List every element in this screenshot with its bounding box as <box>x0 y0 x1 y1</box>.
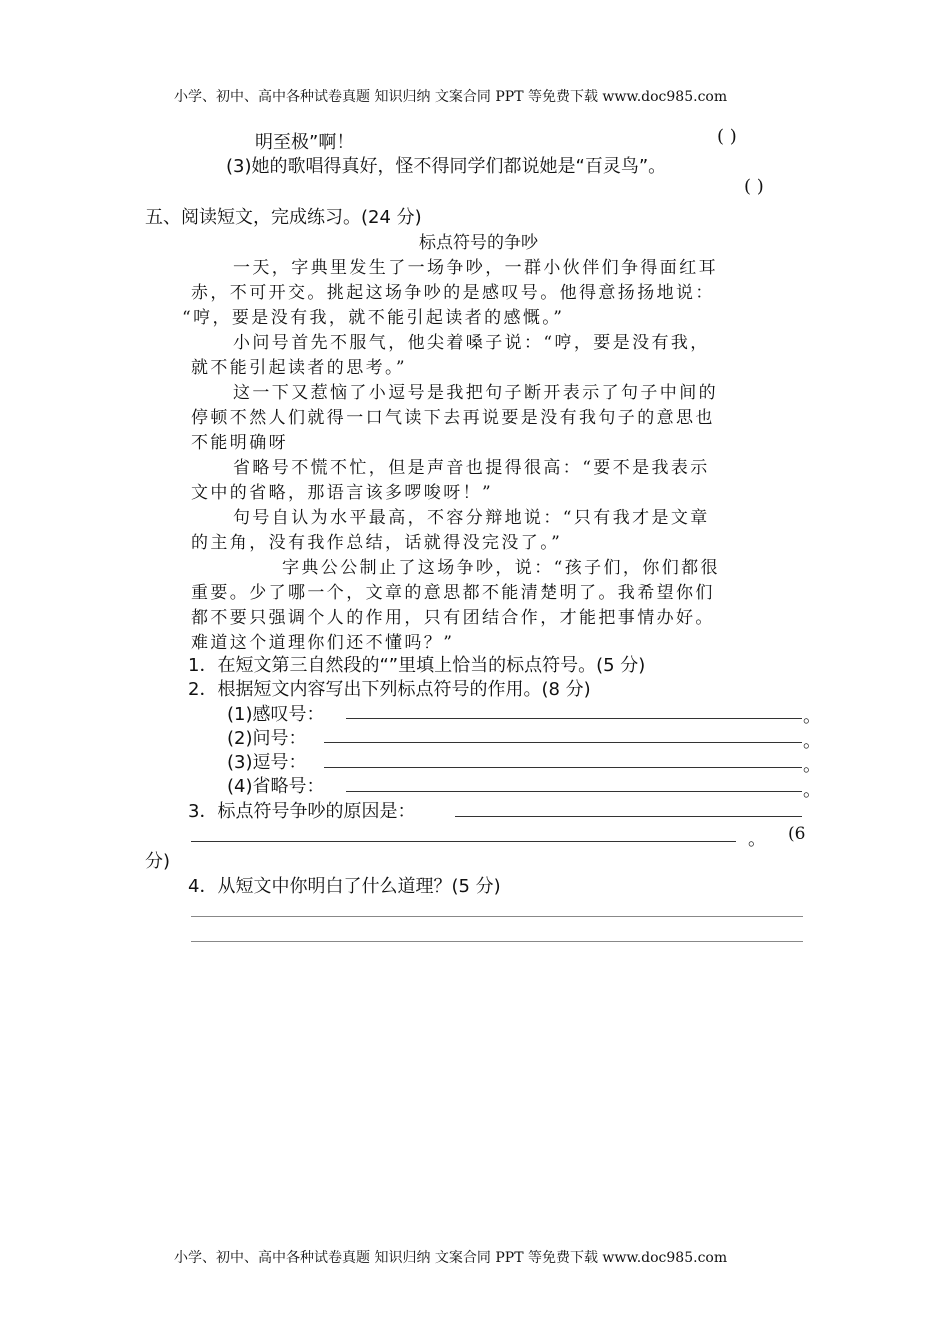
passage-line: 句号自认为水平最高，不容分辩地说：“只有我才是文章 <box>233 508 710 528</box>
period-mark: 。 <box>748 829 766 850</box>
passage-line: 小问号首先不服气，他尖着嗓子说：“哼，要是没有我， <box>233 333 710 353</box>
prev-item-3: (3)她的歌唱得真好，怪不得同学们都说她是“百灵鸟”。 <box>226 156 667 177</box>
passage-line: 不能明确呀 <box>191 433 288 453</box>
passage-line: 文中的省略，那语言该多啰唆呀！” <box>191 483 494 503</box>
passage-line: 的主角，没有我作总结，话就得没完没了。” <box>191 533 563 553</box>
answer-line-ellipsis[interactable] <box>346 791 802 792</box>
period-mark: 。 <box>803 780 821 801</box>
q3-score-cont: 分) <box>145 851 171 872</box>
answer-paren-2: ( ) <box>717 126 737 147</box>
q3-score: (6 <box>788 824 806 844</box>
answer-line-exclamation[interactable] <box>346 718 802 719</box>
answer-paren-3: ( ) <box>744 176 764 197</box>
prev-line: 明至极”啊！ <box>255 132 355 153</box>
question-1: 1．在短文第三自然段的“”里填上恰当的标点符号。(5 分) <box>188 655 646 676</box>
q2-label-question: (2)问号： <box>227 728 307 749</box>
passage-line: 省略号不慌不忙，但是声音也提得很高：“要不是我表示 <box>233 458 710 478</box>
page-header: 小学、初中、高中各种试卷真题 知识归纳 文案合同 PPT 等免费下载 www.doc985.com <box>174 89 728 105</box>
passage-line: 赤，不可开交。挑起这场争吵的是感叹号。他得意扬扬地说： <box>191 283 715 303</box>
period-mark: 。 <box>803 731 821 752</box>
passage-title: 标点符号的争吵 <box>419 233 538 253</box>
question-4: 4．从短文中你明白了什么道理？(5 分) <box>188 876 501 897</box>
question-3: 3．标点符号争吵的原因是： <box>188 801 416 822</box>
section-heading: 五、阅读短文，完成练习。(24 分) <box>145 207 422 228</box>
passage-line: 重要。少了哪一个，文章的意思都不能清楚明了。我希望你们 <box>191 583 715 603</box>
passage-line: 一天，字典里发生了一场争吵，一群小伙伴们争得面红耳 <box>233 258 718 278</box>
q2-label-ellipsis: (4)省略号： <box>227 776 325 797</box>
passage-line: 停顿不然人们就得一口气读下去再说要是没有我句子的意思也 <box>191 408 715 428</box>
answer-line-q4-a[interactable] <box>191 916 803 917</box>
answer-line-q3-a[interactable] <box>455 816 802 817</box>
passage-line: 就不能引起读者的思考。” <box>191 358 407 378</box>
page-footer: 小学、初中、高中各种试卷真题 知识归纳 文案合同 PPT 等免费下载 www.doc985.com <box>174 1250 728 1266</box>
passage-line: 都不要只强调个人的作用，只有团结合作，才能把事情办好。 <box>191 608 715 628</box>
answer-line-q3-b[interactable] <box>191 841 736 842</box>
passage-line: “哼，要是没有我，就不能引起读者的感慨。” <box>182 308 565 328</box>
period-mark: 。 <box>803 755 821 776</box>
passage-line: 字典公公制止了这场争吵，说：“孩子们，你们都很 <box>282 558 720 578</box>
question-2: 2．根据短文内容写出下列标点符号的作用。(8 分) <box>188 679 591 700</box>
q2-label-comma: (3)逗号： <box>227 752 307 773</box>
passage-line: 这一下又惹恼了小逗号是我把句子断开表示了句子中间的 <box>233 383 718 403</box>
answer-line-comma[interactable] <box>324 767 802 768</box>
answer-line-q4-b[interactable] <box>191 941 803 942</box>
passage-line: 难道这个道理你们还不懂吗？” <box>191 633 455 653</box>
period-mark: 。 <box>803 706 821 727</box>
q2-label-exclamation: (1)感叹号： <box>227 704 325 725</box>
answer-line-question[interactable] <box>324 742 802 743</box>
